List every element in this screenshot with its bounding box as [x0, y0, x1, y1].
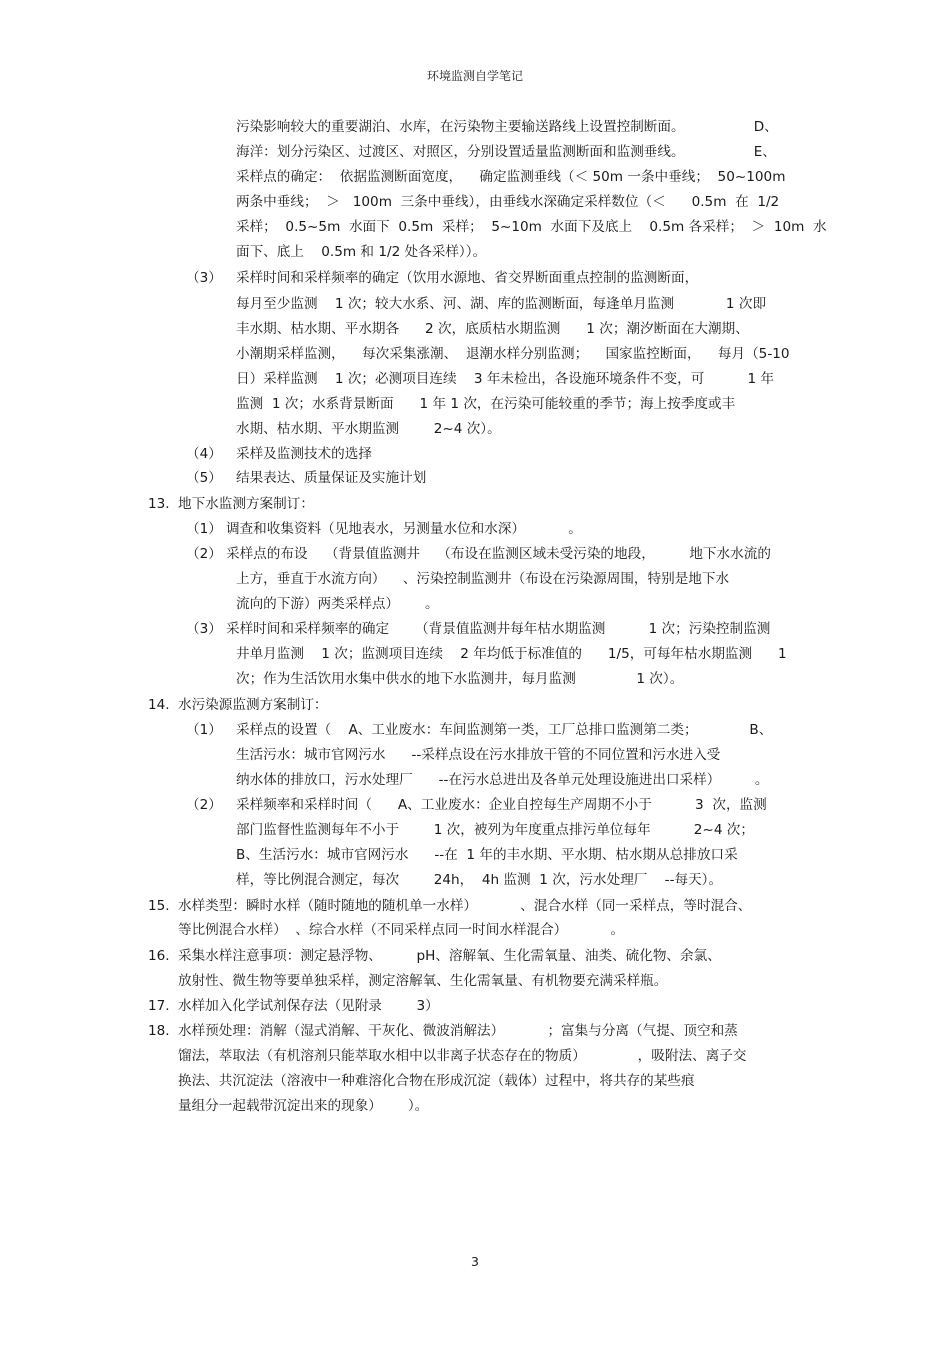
page-header-title: 环境监测自学笔记 [426, 69, 523, 83]
text-line: 采集水样注意事项：测定悬浮物、 pH、溶解氧、生化需氧量、油类、硫化物、余氯、 [178, 948, 721, 964]
text-line: 流向的下游）两类采样点） 。 [236, 596, 439, 612]
text-line: 样，等比例混合测定，每次 24h， 4h 监测 1 次，污水处理厂 --每天）。 [236, 872, 723, 888]
list-marker: 17. [148, 998, 170, 1014]
list-marker: （2） [186, 797, 222, 813]
page-number: 3 [471, 1254, 479, 1269]
text-line: 小潮期采样监测， 每次采集涨潮、 退潮水样分别监测； 国家监控断面， 每月（5-10 [236, 346, 790, 362]
text-line: 采样及监测技术的选择 [236, 446, 372, 462]
text-line: 量组分一起载带沉淀出来的现象） ）。 [178, 1098, 429, 1114]
text-line: 面下、底上 0.5m 和 1/2 处各采样））。 [236, 244, 487, 260]
text-line: 结果表达、质量保证及实施计划 [236, 470, 427, 486]
text-line: 水污染源监测方案制订： [178, 697, 328, 713]
text-line: 上方，垂直于水流方向） 、污染控制监测井（布设在污染源周围，特别是地下水 [236, 571, 730, 587]
text-line: 水样预处理：消解（湿式消解、干灰化、微波消解法） ；富集与分离（气提、顶空和蒸 [178, 1023, 738, 1039]
list-marker: 13. [148, 496, 170, 512]
list-marker: 16. [148, 948, 170, 964]
text-line: 每月至少监测 1 次；较大水系、河、湖、库的监测断面，每逢单月监测 1 次即 [236, 296, 767, 312]
text-line: 换法、共沉淀法（溶液中一种难溶化合物在形成沉淀（载体）过程中，将共存的某些痕 [178, 1073, 695, 1089]
text-line: 水期、枯水期、平水期监测 2~4 次）。 [236, 421, 501, 437]
list-marker: 15. [148, 898, 170, 914]
list-marker: （3） [186, 270, 222, 286]
list-marker: （4） [186, 446, 222, 462]
text-line: 采样频率和采样时间（ A、工业废水：企业自控每生产周期不小于 3 次，监测 [236, 797, 767, 813]
text-line: 水样加入化学试剂保存法（见附录 3） [178, 998, 439, 1014]
list-marker: （3） [186, 621, 222, 637]
list-marker: 14. [148, 697, 170, 713]
text-line: 生活污水：城市官网污水 --采样点设在污水排放干管的不同位置和污水进入受 [236, 747, 721, 763]
text-line: 污染影响较大的重要湖泊、水库，在污染物主要输送路线上设置控制断面。 D、 [236, 119, 778, 135]
list-marker: （5） [186, 470, 222, 486]
text-line: 井单月监测 1 次；监测项目连续 2 年均低于标准值的 1/5，可每年枯水期监测 1 [236, 646, 787, 662]
text-line: 次；作为生活饮用水集中供水的地下水监测井，每月监测 1 次）。 [236, 671, 684, 687]
text-line: 调查和收集资料（见地表水，另测量水位和水深） 。 [226, 521, 582, 537]
text-line: 采样点的设置（ A、工业废水：车间监测第一类，工厂总排口监测第二类； B、 [236, 722, 773, 738]
list-marker: 18. [148, 1023, 170, 1039]
text-line: 采样点的布设 （背景值监测井 （布设在监测区域未受污染的地段， 地下水水流的 [226, 546, 771, 562]
text-line: 水样类型：瞬时水样（随时随地的随机单一水样） 、混合水样（同一采样点，等时混合、 [178, 898, 752, 914]
text-line: B、生活污水：城市官网污水 --在 1 年的丰水期、平水期、枯水期从总排放口采 [236, 847, 738, 863]
text-line: 采样点的确定： 依据监测断面宽度， 确定监测垂线（＜ 50m 一条中垂线； 50~100m [236, 169, 786, 185]
text-line: 地下水监测方案制订： [178, 496, 314, 512]
list-marker: （1） [186, 722, 222, 738]
text-line: 采样； 0.5~5m 水面下 0.5m 采样； 5~10m 水面下及底上 0.5m 各采样； ＞ 10m 水 [236, 219, 827, 235]
text-line: 日）采样监测 1 次；必测项目连续 3 年未检出，各设施环境条件不变，可 1 年 [236, 371, 775, 387]
text-line: 采样时间和采样频率的确定 （背景值监测井每年枯水期监测 1 次；污染控制监测 [226, 621, 771, 637]
text-line: 两条中垂线； ＞ 100m 三条中垂线），由垂线水深确定采样数位（＜ 0.5m 在 1/2 [236, 194, 780, 210]
text-line: 采样时间和采样频率的确定（饮用水源地、省交界断面重点控制的监测断面， [236, 270, 699, 286]
text-line: 监测 1 次；水系背景断面 1 年 1 次，在污染可能较重的季节；海上按季度或丰 [236, 396, 736, 412]
text-line: 等比例混合水样） 、综合水样（不同采样点同一时间水样混合） 。 [178, 922, 625, 938]
text-line: 海洋：划分污染区、过渡区、对照区，分别设置适量监测断面和监测垂线。 E、 [236, 144, 776, 160]
text-line: 丰水期、枯水期、平水期各 2 次，底质枯水期监测 1 次；潮汐断面在大潮期、 [236, 321, 749, 337]
text-line: 纳水体的排放口，污水处理厂 --在污水总进出及各单元处理设施进出口采样） 。 [236, 772, 769, 788]
text-line: 馏法，萃取法（有机溶剂只能萃取水相中以非离子状态存在的物质） ，吸附法、离子交 [178, 1048, 747, 1064]
list-marker: （2） [186, 546, 222, 562]
list-marker: （1） [186, 521, 222, 537]
text-line: 放射性、微生物等要单独采样，测定溶解氧、生化需氧量、有机物要充满采样瓶。 [178, 973, 668, 989]
text-line: 部门监督性监测每年不小于 1 次，被列为年度重点排污单位每年 2~4 次； [236, 822, 754, 838]
